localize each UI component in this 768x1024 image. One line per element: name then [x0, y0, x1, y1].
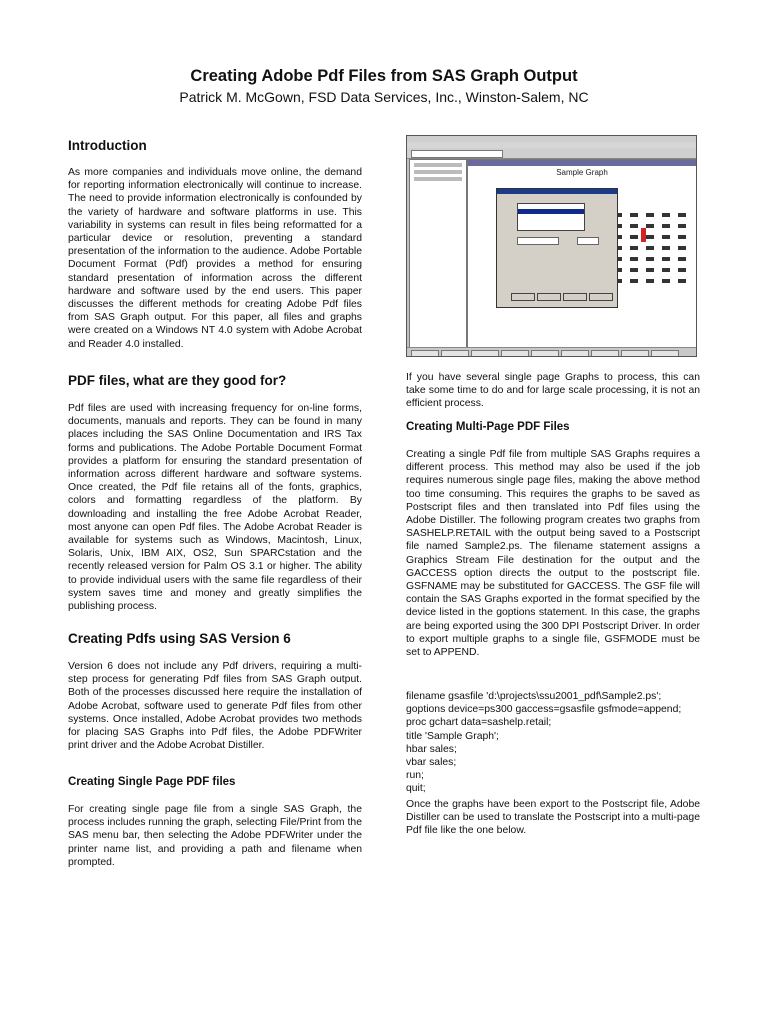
screenshot-taskbar	[407, 347, 696, 357]
sas-version6-text: Version 6 does not include any Pdf drivers, requiring a multi-step process for generating Pdf files from SAS Graph output. Both of the processes discussed here require the installation of Adobe Acrobat, software used to generate Pdf files from other systems. Once installed, Adobe Acrobat provides two methods for placing SAS Graphs into Pdf files, the Adobe PDFWriter print driver and the Adobe Acrobat Distiller.	[68, 661, 362, 752]
paper-title: Creating Adobe Pdf Files from SAS Graph Output	[190, 67, 578, 85]
introduction-text: As more companies and individuals move online, the demand for reporting information electronically will continue to increase. The need to provide information electronically is confounded by the variety of hardware and software platforms in use. This variability in systems can result in files being reformatted for a particular device or resolution, preventing a standard presentation of the information to the audience. Adobe Portable Document Format (Pdf) provides a method for ensuring standard presentation of information across the different hardware and software used by the end users. This paper discusses the different methods for creating Adobe Pdf files from SAS Graph output. For this paper, all files and graphs were created on a Windows NT 4.0 system with Adobe Acrobat and Reader 4.0 installed.	[68, 167, 362, 350]
code-line: hbar sales;	[406, 743, 457, 755]
multi-page-heading: Creating Multi-Page PDF Files	[406, 421, 570, 433]
code-line: run;	[406, 770, 424, 782]
pdf-files-text: Pdf files are used with increasing frequency for on-line forms, documents, manuals and reports. They can be found in many places including the SAS Online Documentation and IRS Tax forms and publications. The Adobe Portable Document Format provides a platform for ensuring the standard presentation of information across different hardware and software systems. Once created, the Pdf file retains all of the fonts, graphics, colors and formatting regardless of the platform. By downloading and installing the free Adobe Acrobat Reader, most anyone can open Pdf files. The Adobe Acrobat Reader is available for systems such as Windows, Macintosh, Linux, Solaris, Unix, IBM AIX, OS2, Sun SPARCstation and the recently released version for Palm OS 3.1 or higher. The ability to provide individual users with the same file regardless of their system saves time and money and greatly simplifies the publishing process.	[68, 403, 362, 613]
screenshot-command-box	[411, 150, 503, 158]
screenshot-graph-window	[467, 159, 697, 349]
closing-text: Once the graphs have been export to the Postscript file, Adobe Distiller can be used to translate the Postscript into a multi-page Pdf file like the one below.	[406, 799, 700, 837]
screenshot-red-bar	[641, 228, 646, 242]
code-line: quit;	[406, 783, 426, 795]
code-line: filename gsasfile 'd:\projects\ssu2001_pdf\Sample2.ps';	[406, 691, 662, 702]
code-line: proc gchart data=sashelp.retail;	[406, 717, 552, 729]
single-page-heading: Creating Single Page PDF files	[68, 776, 236, 788]
screenshot-print-dialog	[496, 188, 618, 308]
code-line: vbar sales;	[406, 757, 457, 769]
sas-code-listing	[406, 690, 700, 796]
pdf-files-heading: PDF files, what are they good for?	[68, 373, 287, 388]
sas-version6-heading: Creating Pdfs using SAS Version 6	[68, 631, 291, 646]
screenshot-printer-list	[517, 203, 585, 231]
multi-page-text: Creating a single Pdf file from multiple SAS Graphs requires a different process. This method may also be used if the job requires numerous single page files, making the above method too time consuming. This requires the graphs to be saved as Postscript files and then translated into Pdf files using the Adobe Distiller. The following program creates two graphs from SASHELP.RETAIL with the output being saved to a Postscript file named Sample2.ps. The filename statement assigns a Graphics Stream File destination for the output and the GACCESS option directs the output to the postscript file. GSFNAME may be substituted for GACCESS. The GSF file will contain the SAS Graphs exported in the format specified by the device listed in the goptions statement. In this case, the graphs are being exported using the 300 DPI Postscript Driver. In order to export multiple graphs to a single file, GSFMODE must be set to APPEND.	[406, 449, 700, 659]
paper-author: Patrick M. McGown, FSD Data Services, Inc., Winston-Salem, NC	[179, 89, 589, 105]
sas-screenshot-figure	[406, 135, 697, 357]
code-line: goptions device=ps300 gaccess=gsasfile gsfmode=append;	[406, 704, 682, 716]
screenshot-toolbar	[407, 148, 696, 159]
single-page-text: For creating single page file from a single SAS Graph, the process includes running the graph, selecting File/Print from the SAS menu bar, then selecting the Adobe PDFWriter under the printer name list, and providing a path and filename when prompted.	[68, 804, 362, 868]
screenshot-explorer-pane	[409, 159, 467, 349]
screenshot-graph-title: Sample Graph	[556, 168, 608, 177]
introduction-heading: Introduction	[68, 138, 147, 153]
code-line: title 'Sample Graph';	[406, 730, 499, 742]
several-graphs-text: If you have several single page Graphs to process, this can take some time to do and for large scale processing, it is not an efficient process.	[406, 372, 700, 410]
